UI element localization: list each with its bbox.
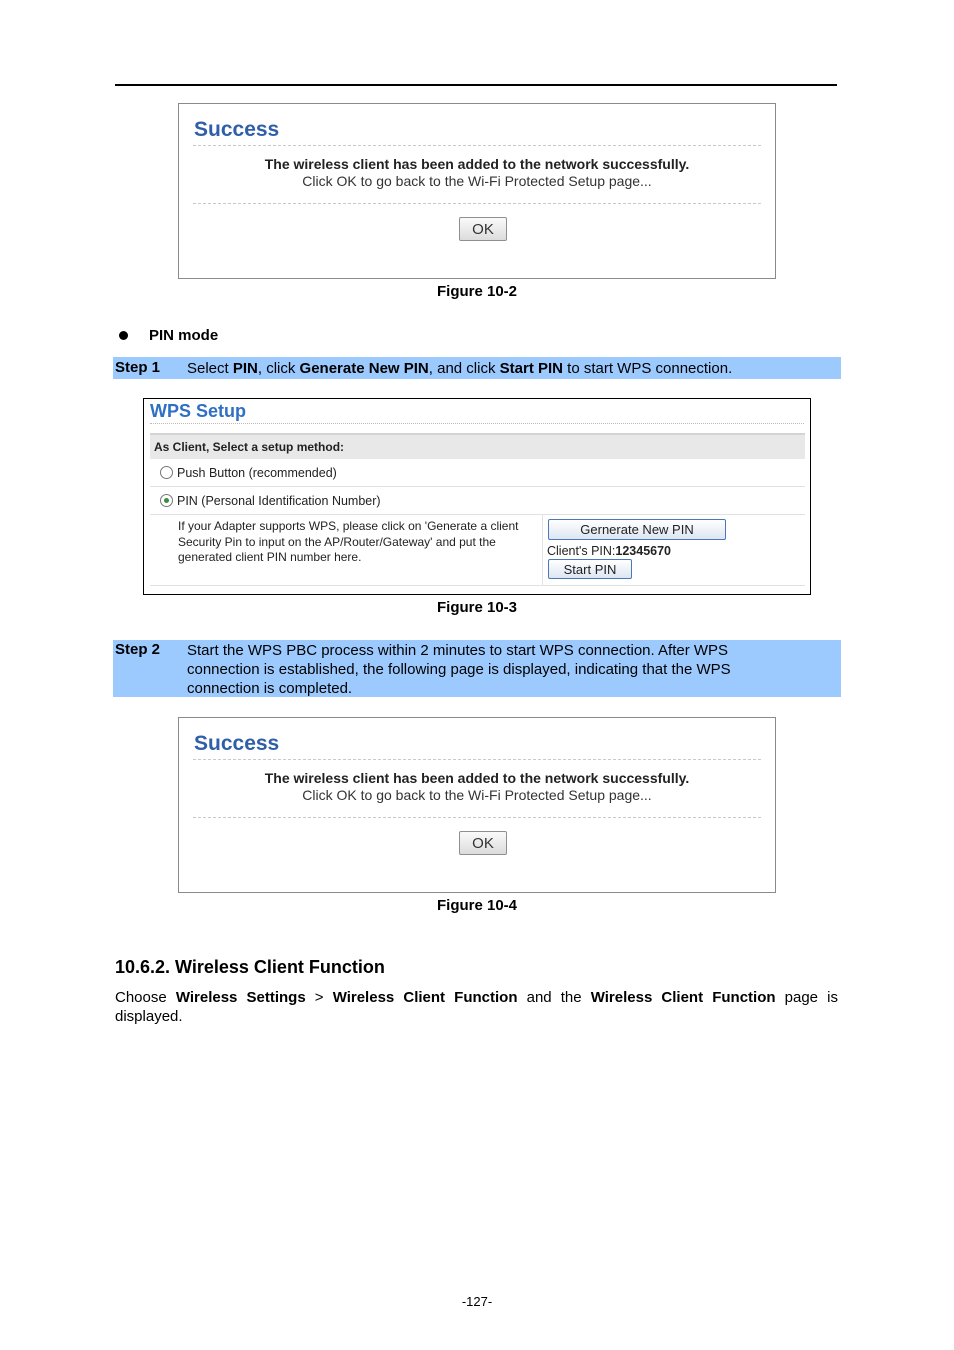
radio-pin[interactable] — [160, 494, 173, 507]
dotted-divider — [193, 203, 761, 204]
section-paragraph: Choose Wireless Settings > Wireless Client Function and the Wireless Client Function page is displayed. — [115, 989, 838, 1025]
success-title: Success — [194, 118, 280, 141]
client-pin: Client's PIN:12345670 — [547, 544, 672, 558]
step-2-bar — [113, 640, 841, 697]
ok-button[interactable]: OK — [459, 831, 507, 855]
radio-push-button[interactable] — [160, 466, 173, 479]
wps-setup-screenshot — [143, 398, 811, 595]
success-title: Success — [194, 732, 280, 755]
start-pin-button[interactable]: Start PIN — [548, 559, 632, 579]
push-button-option[interactable] — [150, 459, 805, 487]
pin-info-row — [150, 515, 805, 586]
success-message: Click OK to go back to the Wi-Fi Protected Setup page... — [302, 173, 652, 189]
push-button-label: Push Button (recommended) — [177, 466, 337, 480]
step-2-label: Step 2 — [115, 641, 161, 658]
dotted-divider — [193, 759, 761, 760]
success-screenshot — [178, 717, 776, 893]
setup-method-header: As Client, Select a setup method: — [150, 433, 805, 459]
pin-description: If your Adapter supports WPS, please click on 'Generate a client Security Pin to input on the AP/Router/Gateway' and put the generated client PIN number here. — [178, 519, 519, 564]
step-1-label: Step 1 — [115, 359, 161, 376]
wps-title: WPS Setup — [150, 401, 247, 421]
success-message-bold: The wireless client has been added to the network successfully. — [264, 770, 690, 786]
dotted-divider — [150, 423, 804, 424]
figure-caption: Figure 10-2 — [436, 283, 518, 300]
generate-new-pin-button[interactable]: Gernerate New PIN — [548, 519, 726, 540]
step-1-text: Select PIN, click Generate New PIN, and click Start PIN to start WPS connection. — [187, 360, 733, 377]
step-2-text: Start the WPS PBC process within 2 minutes to start WPS connection. After WPS connection is established, the following page is displayed, indicating that the WPS connection is completed. — [187, 642, 731, 697]
section-title: 10.6.2. Wireless Client Function — [115, 957, 385, 977]
success-message-bold: The wireless client has been added to the network successfully. — [264, 156, 690, 172]
step-1-bar — [113, 357, 841, 379]
success-screenshot — [178, 103, 776, 279]
pin-option[interactable] — [150, 487, 805, 515]
figure-caption: Figure 10-4 — [436, 897, 518, 914]
header-rule — [115, 84, 837, 86]
page-number: -127- — [461, 1294, 493, 1309]
dotted-divider — [193, 817, 761, 818]
column-divider — [542, 515, 543, 585]
bullet-icon — [119, 331, 128, 340]
ok-button[interactable]: OK — [459, 217, 507, 241]
bullet-pin-mode: PIN mode — [149, 327, 219, 344]
figure-caption: Figure 10-3 — [436, 599, 518, 616]
success-message: Click OK to go back to the Wi-Fi Protected Setup page... — [302, 787, 652, 803]
dotted-divider — [193, 145, 761, 146]
pin-option-label: PIN (Personal Identification Number) — [177, 494, 381, 508]
